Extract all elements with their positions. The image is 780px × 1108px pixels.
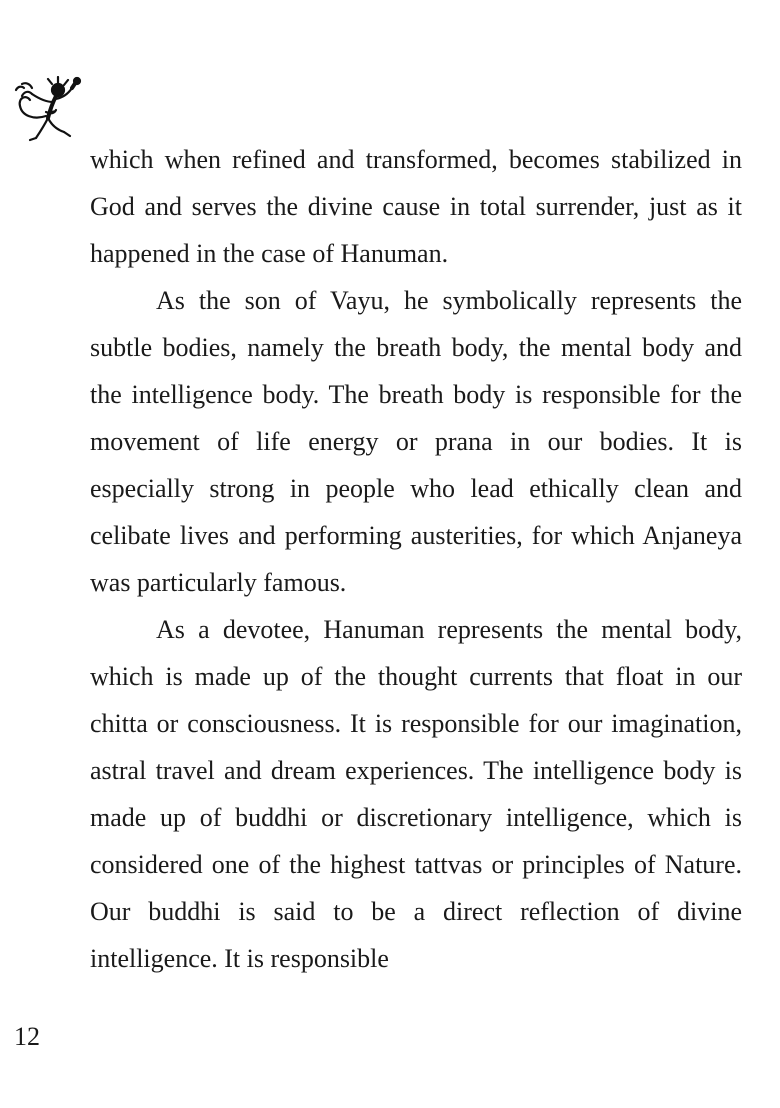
paragraph-3: As a devotee, Hanuman represents the mental body, which is made up of the thought currents that float in our chitta or consciousness. It is responsible for our imagination, astral travel and dream experiences. The intelligence body is made up of buddhi or discretionary intelligence, which is considered one of the highest tattvas or principles of Nature. Our buddhi is said to be a direct reflection of divine intelligence. It is responsible <box>90 615 742 973</box>
paragraph-2: As the son of Vayu, he symbolically represents the subtle bodies, namely the breath body, the mental body and the intelligence body. The breath body is responsible for the movement of life energy or prana in our bodies. It is especially strong in people who lead ethically clean and celibate lives and performing austerities, for which Anjaneya was particularly famous. <box>90 286 742 597</box>
hanuman-figure-icon <box>12 76 82 148</box>
page-number: 12 <box>14 1022 40 1051</box>
main-text <box>90 136 742 982</box>
paragraph-1: which when refined and transformed, becomes stabilized in God and serves the divine cause in total surrender, just as it happened in the case of Hanuman. <box>90 145 742 268</box>
